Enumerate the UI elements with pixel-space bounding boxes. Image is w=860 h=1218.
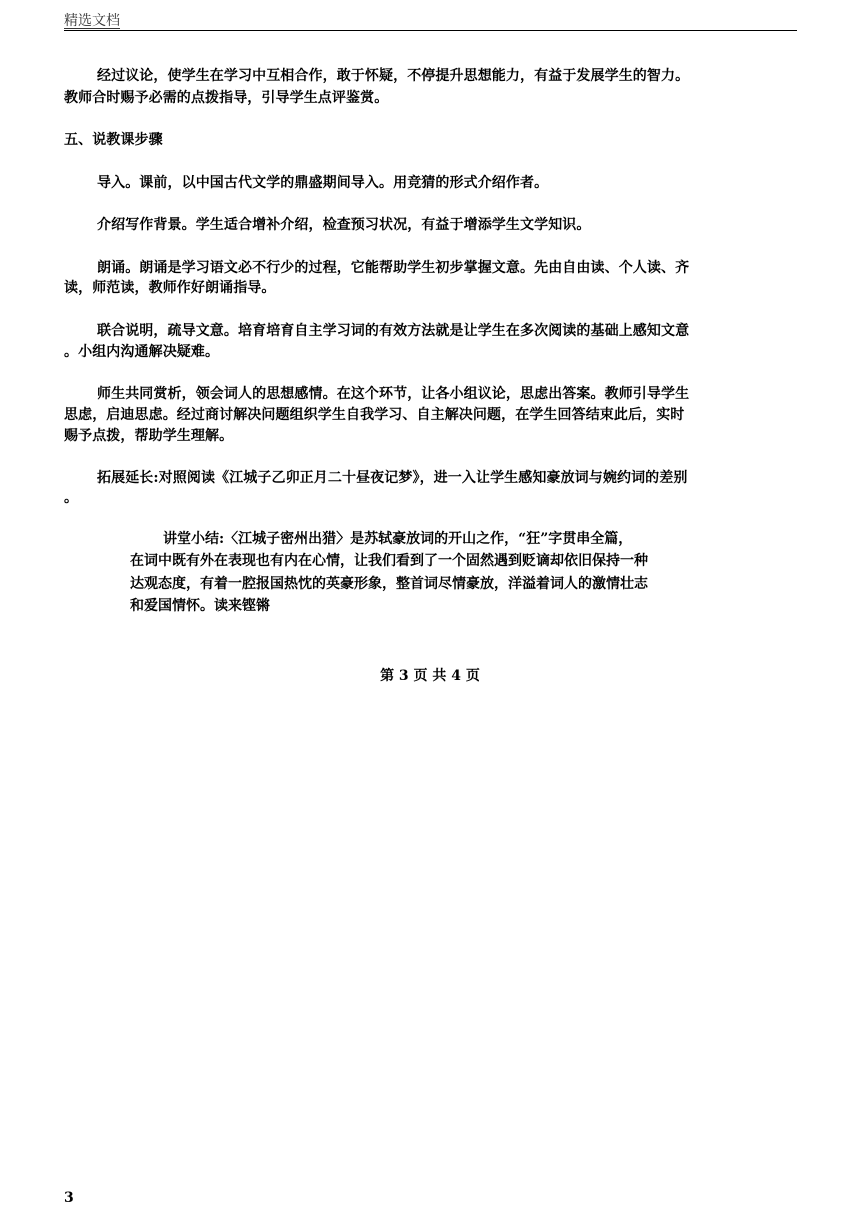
- paragraph-explanation-line-1: 联合说明，疏导文意。培育培育自主学习词的有效方法就是让学生在多次阅读的基础上感知文意: [97, 323, 690, 339]
- summary-line-3: 达观态度，有着一腔报国热忱的英豪形象，整首词尽情豪放，洋溢着词人的激情壮志: [130, 576, 648, 592]
- summary-line-4: 和爱国情怀。读来铿锵: [130, 598, 270, 614]
- paragraph-extension-line-1: 拓展延长:对照阅读《江城子乙卯正月二十昼夜记梦》，进一入让学生感知豪放词与婉约词的差别: [97, 470, 688, 486]
- summary-line-2: 在词中既有外在表现也有内在心情，让我们看到了一个固然遇到贬谪却依旧保持一种: [130, 553, 648, 569]
- paragraph-discussion-line-2: 教师合时赐予必需的点拨指导，引导学生点评鉴赏。: [64, 90, 389, 106]
- summary-line-1: 讲堂小结:〈江城子密州出猎〉是苏轼豪放词的开山之作，“狂”字贯串全篇，: [163, 531, 633, 547]
- paragraph-appreciation-line-3: 赐予点拨，帮助学生理解。: [64, 428, 234, 444]
- section-heading: 五、说教课步骤: [64, 132, 163, 148]
- header-title: 精选文档: [64, 13, 120, 29]
- paragraph-recitation-line-1: 朗诵。朗诵是学习语文必不行少的过程，它能帮助学生初步掌握文意。先由自由读、个人读、齐: [97, 260, 690, 276]
- page-counter: 第 3 页 共 4 页: [380, 668, 480, 684]
- paragraph-extension-line-2: 。: [64, 490, 79, 506]
- paragraph-appreciation-line-1: 师生共同赏析，领会词人的思想感情。在这个环节，让各小组议论，思虑出答案。教师引导学生: [97, 386, 690, 402]
- paragraph-background: 介绍写作背景。学生适合增补介绍，检查预习状况，有益于增添学生文学知识。: [97, 217, 591, 233]
- paragraph-explanation-line-2: 。小组内沟通解决疑难。: [64, 344, 220, 360]
- paragraph-discussion-line-1: 经过议论，使学生在学习中互相合作，敢于怀疑，不停提升思想能力，有益于发展学生的智力。: [97, 68, 690, 84]
- page-header: [64, 10, 797, 31]
- paragraph-introduction: 导入。课前，以中国古代文学的鼎盛期间导入。用竞猜的形式介绍作者。: [97, 175, 549, 191]
- paragraph-appreciation-line-2: 思虑，启迪思虑。经过商讨解决问题组织学生自我学习、自主解决问题，在学生回答结束此后，实时: [64, 407, 685, 423]
- page-number: 3: [64, 1190, 74, 1206]
- paragraph-recitation-line-2: 读，师范读，教师作好朗诵指导。: [64, 280, 276, 296]
